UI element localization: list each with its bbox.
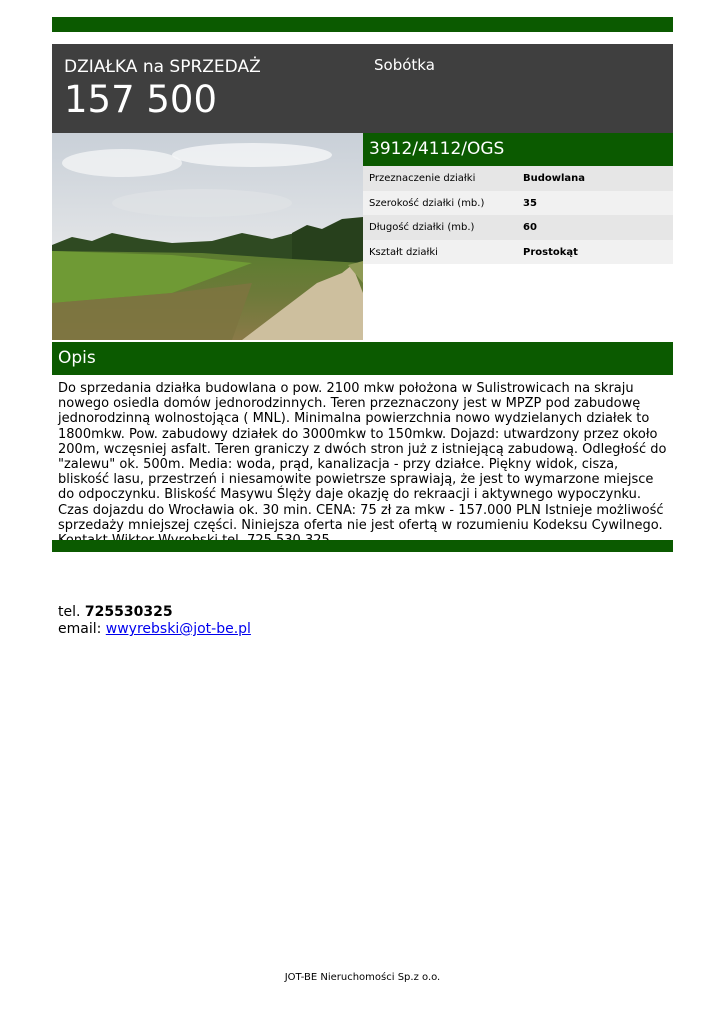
param-row-purpose <box>363 166 673 191</box>
property-photo-image <box>52 133 363 340</box>
description-text: Do sprzedania działka budowlana o pow. 2100 mkw położona w Sulistrowicach na skraju nowego osiedla domów jednorodzinnych. Teren przeznaczony jest w MPZP pod zabudowę jednorodzinną wolnostojąca ( MNL). Minimalna powierzchnia nowo wydzielanych działek to 1800mkw. Pow. zabudowy działek do 3000mkw to 150mkw. Dojazd: utwardzony przez około 200m, wczęsniej asfalt. Teren graniczy z dwóch stron już z istniejącą zabudową. Odległość do "zalewu" ok. 500m. Media: woda, prąd, kanalizacja - przy działce. Piękny widok, cisza, bliskość lasu, przestrzeń i niesamowite powietrsze sprawiają, że jest to wymarzone miejsce do odpoczynku. Bliskość Masywu Ślęży daje okazję do rekraacji i aktywnego wypoczynku. Czas dojazdu do Wrocławia ok. 30 min. CENA: 75 zł za mkw - 157.000 PLN Istnieje możliwość sprzedaży mniejszej części. Niniejsza oferta nie jest ofertą w rozumieniu Kodeksu Cywilnego. <box>58 381 667 533</box>
param-label: Długość działki (mb.) <box>369 222 475 233</box>
listing-city: Sobótka <box>374 56 435 74</box>
param-row-width <box>363 191 673 216</box>
listing-type: DZIAŁKA na SPRZEDAŻ <box>64 57 261 77</box>
contact-phone-line <box>58 604 251 621</box>
email-link[interactable]: wwyrebski@jot-be.pl <box>105 621 251 637</box>
params-table <box>363 166 673 264</box>
contact-block <box>58 604 251 638</box>
phone-label: tel. <box>58 604 81 620</box>
top-accent-bar <box>52 17 673 32</box>
param-row-shape <box>363 240 673 265</box>
param-value: 60 <box>523 222 537 233</box>
description-heading-bar <box>52 342 673 375</box>
reference-bar <box>363 133 673 166</box>
param-value: 35 <box>523 197 537 209</box>
description-heading: Opis <box>58 348 96 368</box>
param-value: Prostokąt <box>523 246 578 258</box>
bottom-accent-bar <box>52 540 673 552</box>
footer-company: JOT-BE Nieruchomości Sp.z o.o. <box>284 972 441 983</box>
property-photo <box>52 133 363 340</box>
email-label: email: <box>58 621 102 637</box>
listing-price: 157 500 <box>64 78 218 121</box>
param-value: Budowlana <box>523 173 586 184</box>
param-label: Przeznaczenie działki <box>369 173 476 184</box>
param-label: Kształt działki <box>369 246 438 258</box>
param-label: Szerokość działki (mb.) <box>369 197 485 209</box>
phone-number: 725530325 <box>84 604 173 620</box>
param-row-length <box>363 215 673 240</box>
reference-number: 3912/4112/OGS <box>369 139 505 159</box>
contact-email-line <box>58 621 251 638</box>
listing-header <box>52 44 673 133</box>
